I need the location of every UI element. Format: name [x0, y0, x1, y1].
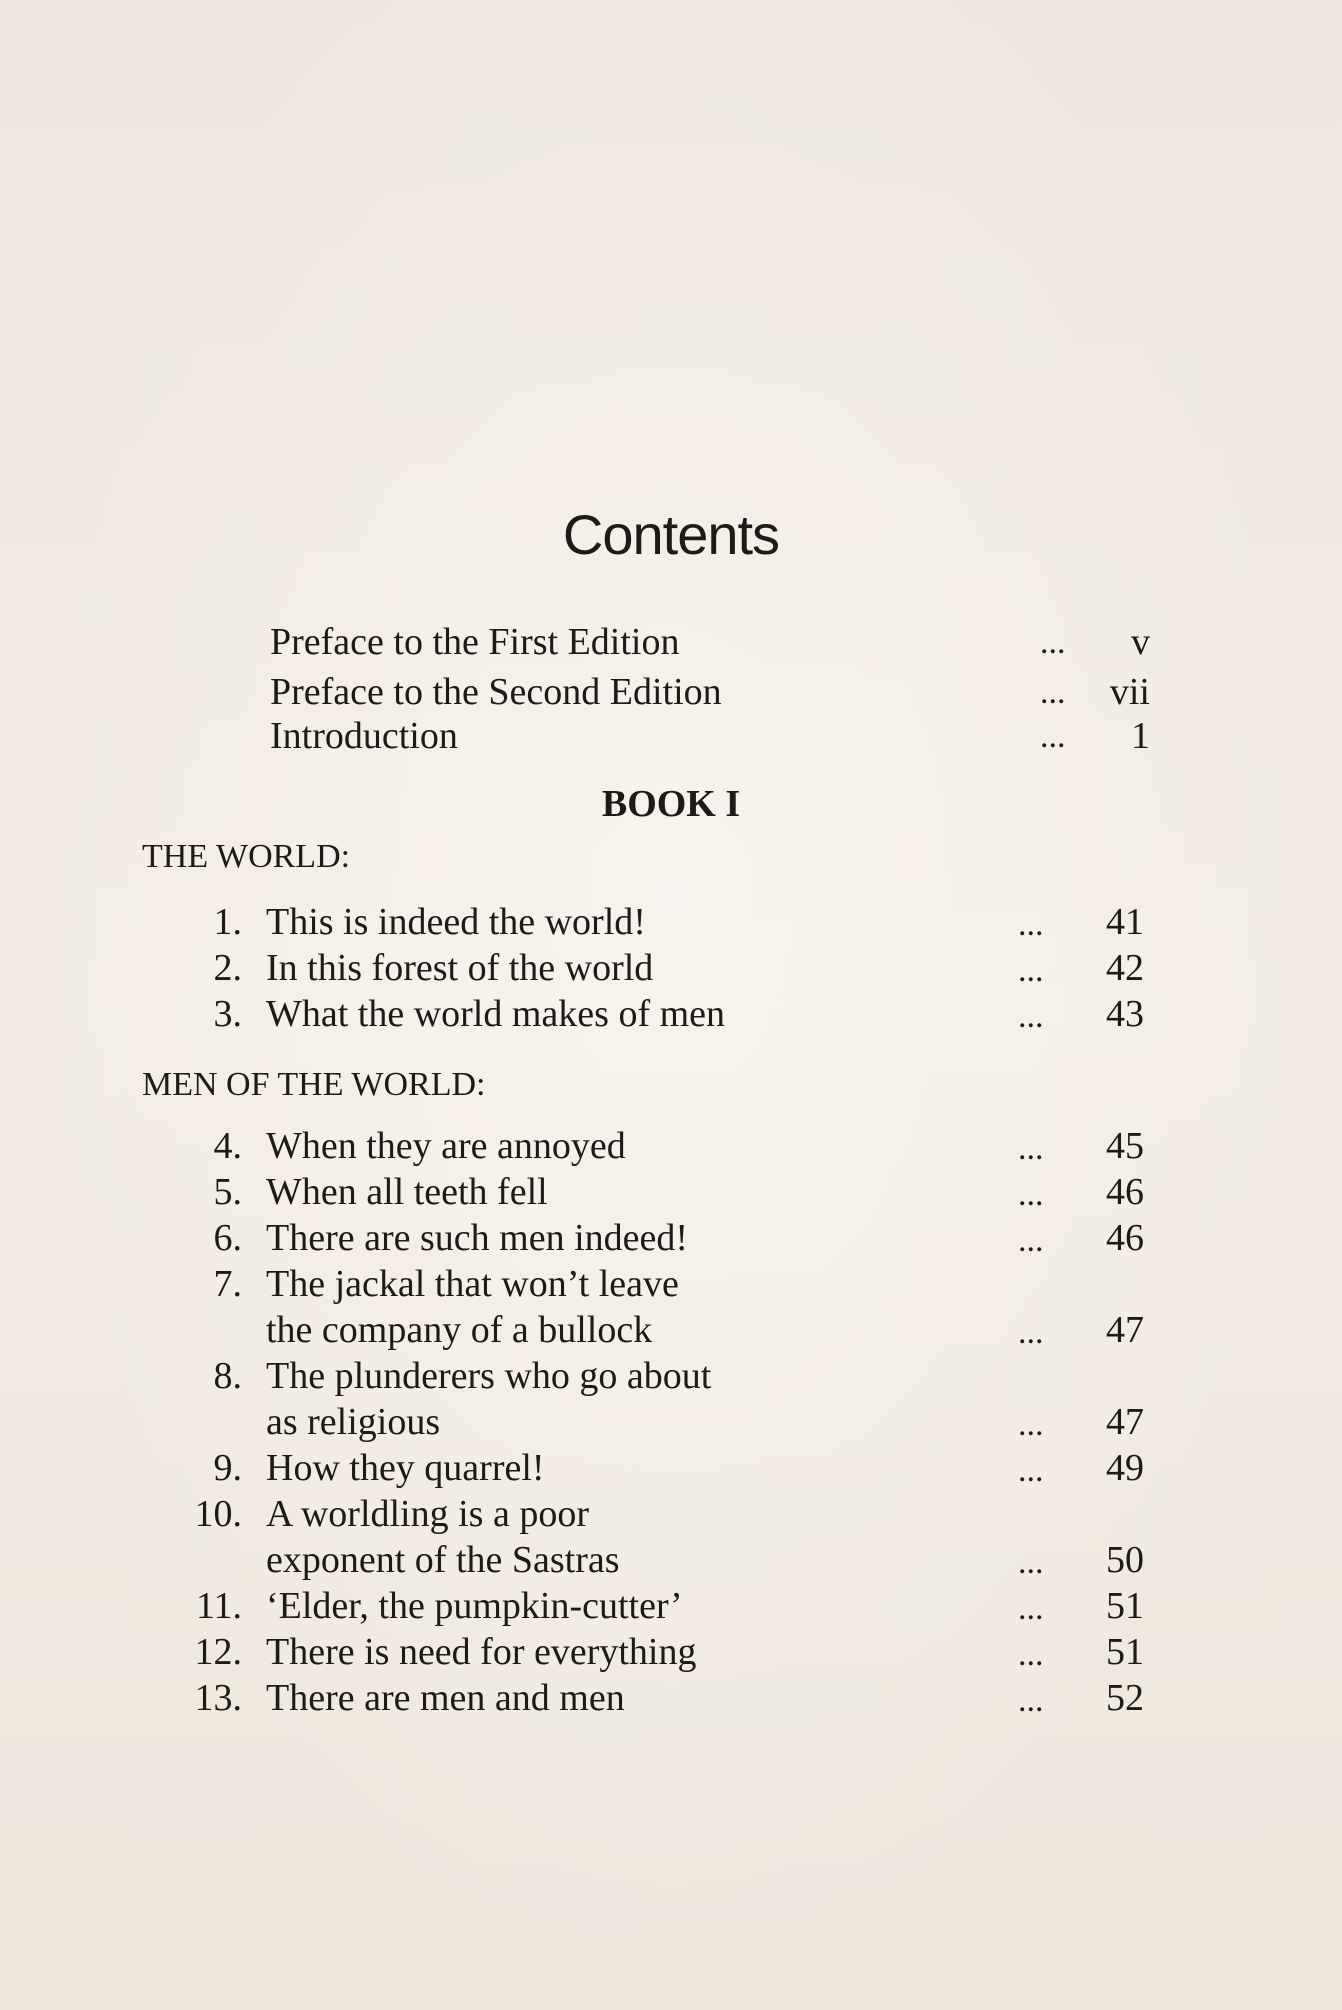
entry-number: 6. — [213, 1217, 242, 1259]
leader-dots: ... — [1040, 624, 1066, 661]
entry-title: The jackal that won’t leave — [266, 1263, 679, 1305]
page-number: 45 — [1106, 1125, 1144, 1167]
entry-number: 8. — [213, 1355, 242, 1397]
page-number: 50 — [1106, 1539, 1144, 1581]
page-number: 1 — [1131, 715, 1150, 757]
page-number: 42 — [1106, 947, 1144, 989]
page-number: 51 — [1106, 1585, 1144, 1627]
entry-title: There are such men indeed! — [266, 1217, 689, 1259]
leader-dots: ... — [1040, 674, 1066, 711]
leader-dots: ... — [1018, 952, 1044, 989]
leader-dots: ... — [1018, 906, 1044, 943]
front-matter-label: Introduction — [270, 715, 458, 757]
leader-dots: ... — [1018, 1636, 1044, 1673]
entry-title-continued: exponent of the Sastras — [266, 1539, 620, 1581]
entry-title-continued: the company of a bullock — [266, 1309, 653, 1351]
leader-dots: ... — [1018, 1176, 1044, 1213]
leader-dots: ... — [1040, 718, 1066, 755]
entry-title: When all teeth fell — [266, 1171, 548, 1213]
page-number: 47 — [1106, 1401, 1144, 1443]
leader-dots: ... — [1018, 1314, 1044, 1351]
entry-title: This is indeed the world! — [266, 901, 646, 943]
entry-number: 11. — [195, 1585, 242, 1627]
page-number: 43 — [1106, 993, 1144, 1035]
page-number: 41 — [1106, 901, 1144, 943]
section-heading: THE WORLD: — [142, 838, 351, 875]
entry-number: 1. — [213, 901, 242, 943]
entry-title: How they quarrel! — [266, 1447, 545, 1489]
entry-title: A worldling is a poor — [266, 1493, 589, 1535]
entry-number: 9. — [213, 1447, 242, 1489]
front-matter-label: Preface to the Second Edition — [270, 671, 722, 713]
leader-dots: ... — [1018, 1682, 1044, 1719]
leader-dots: ... — [1018, 1222, 1044, 1259]
page-number: 46 — [1106, 1217, 1144, 1259]
entry-title: ‘Elder, the pumpkin-cutter’ — [266, 1585, 683, 1627]
page-number: 49 — [1106, 1447, 1144, 1489]
leader-dots: ... — [1018, 998, 1044, 1035]
book-heading: BOOK I — [601, 783, 741, 825]
entry-number: 13. — [194, 1677, 242, 1719]
leader-dots: ... — [1018, 1590, 1044, 1627]
entry-number: 3. — [213, 993, 242, 1035]
entry-number: 5. — [213, 1171, 242, 1213]
page-number: v — [1131, 621, 1150, 663]
entry-number: 4. — [213, 1125, 242, 1167]
entry-number: 2. — [213, 947, 242, 989]
entry-title: What the world makes of men — [266, 993, 726, 1035]
leader-dots: ... — [1018, 1544, 1044, 1581]
leader-dots: ... — [1018, 1406, 1044, 1443]
entry-title: The plunderers who go about — [266, 1355, 712, 1397]
page-number: vii — [1109, 671, 1150, 713]
entry-title: In this forest of the world — [266, 947, 654, 989]
leader-dots: ... — [1018, 1130, 1044, 1167]
section-heading: MEN OF THE WORLD: — [142, 1066, 486, 1103]
entry-title-continued: as religious — [266, 1401, 441, 1443]
entry-number: 7. — [213, 1263, 242, 1305]
entry-title: When they are annoyed — [266, 1125, 626, 1167]
page-title: Contents — [562, 503, 780, 566]
entry-number: 12. — [194, 1631, 242, 1673]
leader-dots: ... — [1018, 1452, 1044, 1489]
page-number: 52 — [1106, 1677, 1144, 1719]
page-number: 51 — [1106, 1631, 1144, 1673]
entry-title: There is need for everything — [266, 1631, 697, 1673]
entry-number: 10. — [194, 1493, 242, 1535]
page-number: 46 — [1106, 1171, 1144, 1213]
page-number: 47 — [1106, 1309, 1144, 1351]
entry-title: There are men and men — [266, 1677, 625, 1719]
front-matter-label: Preface to the First Edition — [270, 621, 680, 663]
